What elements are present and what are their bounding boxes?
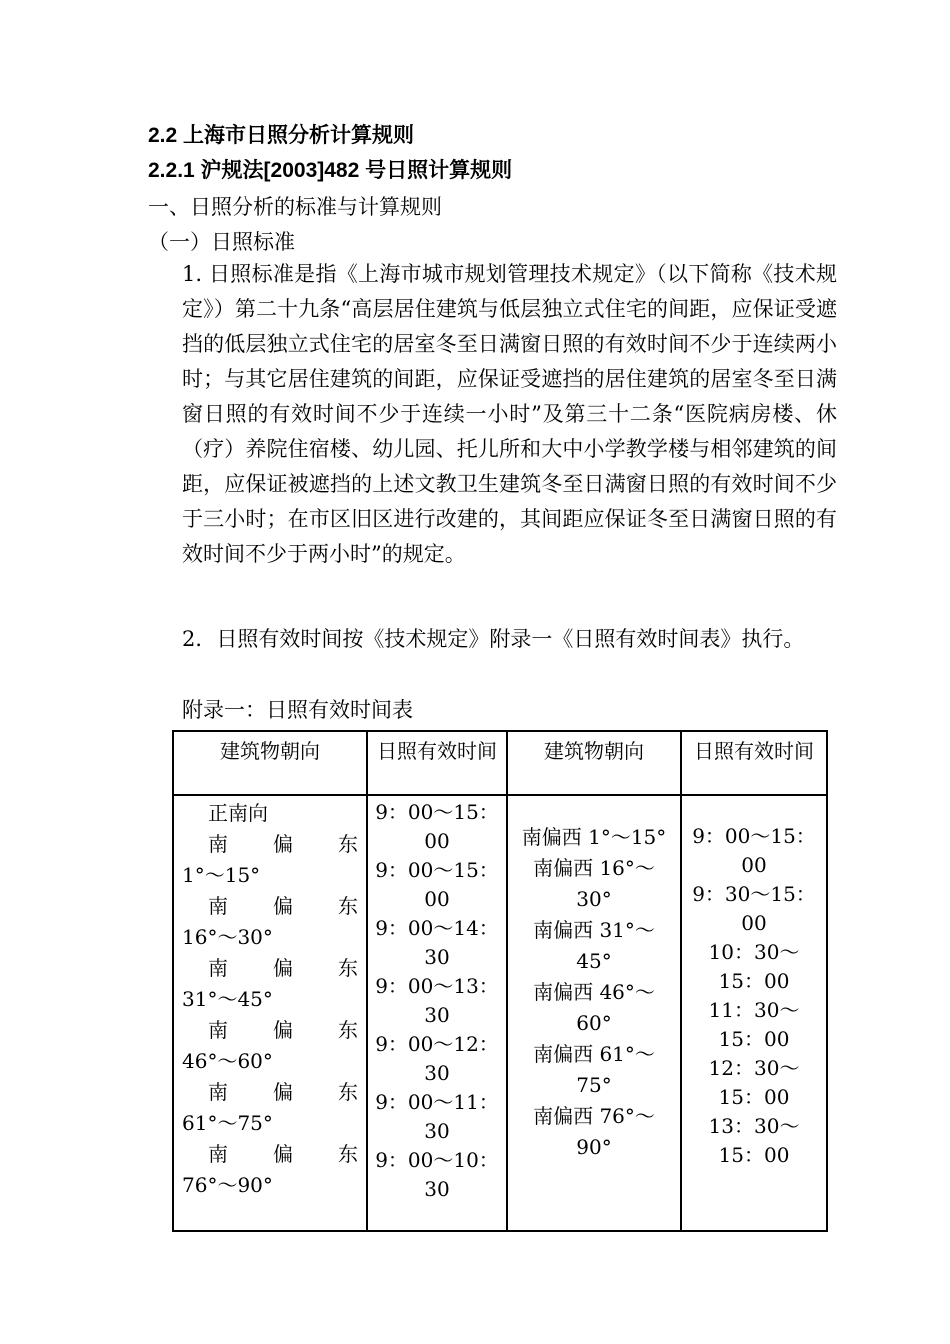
east-time-item: 9：00～15：00	[375, 800, 499, 853]
east-orientation-item: 南 偏 东 16°～30°	[182, 894, 358, 949]
west-orientation-item: 南偏西 1°～15°	[521, 825, 667, 849]
table-header-row	[173, 731, 827, 795]
part-subheading: （一）日照标准	[148, 230, 295, 254]
section-title: 2.2 上海市日照分析计算规则	[148, 124, 415, 147]
header-orientation-west: 建筑物朝向	[507, 731, 681, 795]
west-orientation-item: 南偏西 31°～45°	[533, 918, 655, 973]
sunlight-table	[172, 730, 828, 1232]
section-subtitle: 2.2.1 沪规法[2003]482 号日照计算规则	[148, 159, 513, 182]
west-orientation-item: 南偏西 61°～75°	[533, 1042, 655, 1097]
east-orientation-cell	[173, 795, 367, 1231]
west-time-item: 10：30～15：00	[708, 940, 800, 993]
header-time-west: 日照有效时间	[681, 731, 827, 795]
east-orientation-south: 正南向	[208, 801, 268, 825]
east-orientation-item: 南 偏 东 76°～90°	[182, 1142, 358, 1197]
east-orientation-item: 南 偏 东 1°～15°	[182, 832, 358, 887]
west-orientation-item: 南偏西 76°～90°	[533, 1104, 655, 1159]
east-time-item: 9：00～14：30	[375, 916, 499, 969]
paragraph-1: 1. 日照标准是指《上海市城市规划管理技术规定》（以下简称《技术规定》）第二十九条“高层居住建筑与低层独立式住宅的间距，应保证受遮挡的低层独立式住宅的居室冬至日满窗日照的有效时间不少于连续两小时；与其它居住建筑的间距，应保证受遮挡的居住建筑的居室冬至日满窗日照的有效时间不少于连续一小时”及第三十二条“医院病房楼、休（疗）养院住宿楼、幼儿园、托儿所和大中小学教学楼与相邻建筑的间距，应保证被遮挡的上述文教卫生建筑冬至日满窗日照的有效时间不少于三小时；在市区旧区进行改建的，其间距应保证冬至日满窗日照的有效时间不少于两小时”的规定。	[182, 262, 837, 566]
paragraph-2: 2．日照有效时间按《技术规定》附录一《日照有效时间表》执行。	[182, 627, 805, 651]
appendix-title: 附录一：日照有效时间表	[182, 698, 413, 722]
east-orientation-item: 南 偏 东 46°～60°	[182, 1018, 358, 1073]
part-heading: 一、日照分析的标准与计算规则	[148, 195, 442, 219]
table-body-row	[173, 795, 827, 1231]
west-time-item: 9：00～15：00	[692, 824, 816, 877]
west-time-item: 11：30～15：00	[708, 998, 800, 1051]
west-orientation-cell	[507, 795, 681, 1231]
west-time-item: 12：30～15：00	[708, 1056, 800, 1109]
west-orientation-item: 南偏西 46°～60°	[533, 980, 655, 1035]
east-time-item: 9：00～15：00	[375, 858, 499, 911]
west-time-item: 9：30～15：00	[692, 882, 816, 935]
east-time-cell	[367, 795, 507, 1231]
east-time-item: 9：00～12：30	[375, 1032, 499, 1085]
west-time-item: 13：30～15：00	[708, 1114, 800, 1167]
east-orientation-item: 南 偏 东 31°～45°	[182, 956, 358, 1011]
east-time-item: 9：00～10：30	[375, 1148, 499, 1201]
west-time-cell	[681, 795, 827, 1231]
header-time-east: 日照有效时间	[367, 731, 507, 795]
east-orientation-item: 南 偏 东 61°～75°	[182, 1080, 358, 1135]
west-orientation-item: 南偏西 16°～30°	[533, 856, 655, 911]
east-time-item: 9：00～13：30	[375, 974, 499, 1027]
east-time-item: 9：00～11：30	[375, 1090, 499, 1143]
header-orientation-east: 建筑物朝向	[173, 731, 367, 795]
